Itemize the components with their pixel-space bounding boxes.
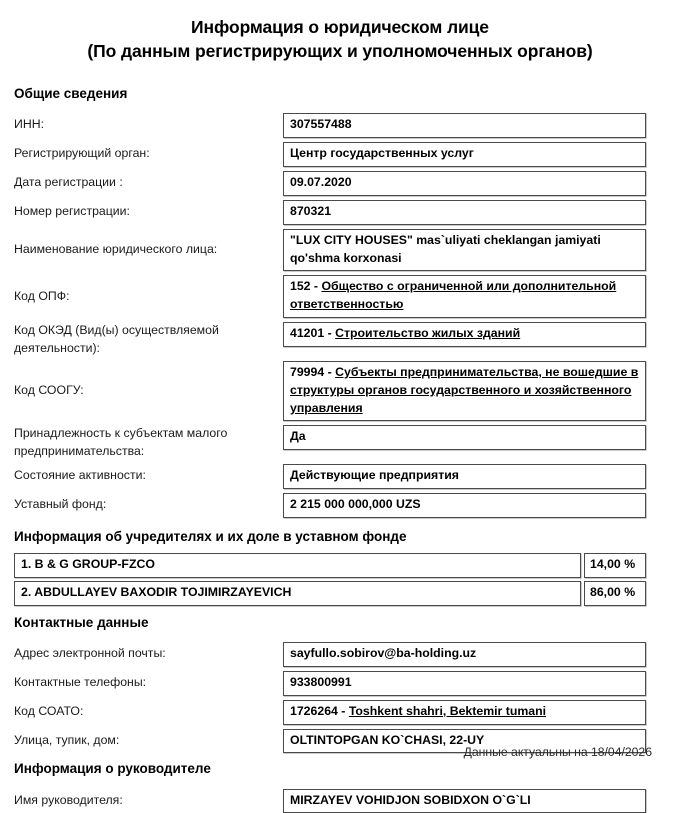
label-entity-name: Наименование юридического лица: xyxy=(14,242,218,257)
soogu-code-description-link[interactable]: Субъекты предпринимательства, не вошедшие в структуры органов государственного и хозяйственного управления xyxy=(290,364,639,415)
contact-fields xyxy=(14,642,666,753)
field-row-phone xyxy=(14,671,646,696)
field-row-entity-name xyxy=(14,229,646,272)
field-row-small-business xyxy=(14,425,646,460)
value-soogu-code xyxy=(283,361,646,421)
founders-table xyxy=(14,553,646,606)
value-soato-code xyxy=(283,700,646,725)
value-registration-date: 09.07.2020 xyxy=(283,171,646,196)
document-title-line-1: Информация о юридическом лице xyxy=(191,17,489,37)
opf-code-number: 152 - xyxy=(290,279,322,294)
label-soato-code: Код СОАТО: xyxy=(14,703,84,718)
label-phone: Контактные телефоны: xyxy=(14,674,147,689)
value-oked-code xyxy=(283,322,646,347)
label-street-address: Улица, тупик, дом: xyxy=(14,732,120,747)
field-row-opf-code xyxy=(14,275,646,318)
value-inn: 307557488 xyxy=(283,113,646,138)
section-heading-contacts: Контактные данные xyxy=(14,614,149,630)
soogu-code-number: 79994 - xyxy=(290,364,336,379)
field-row-registration-date xyxy=(14,171,646,196)
value-registration-number: 870321 xyxy=(283,200,646,225)
field-row-oked-code xyxy=(14,322,646,357)
document-title xyxy=(14,0,666,63)
general-fields xyxy=(14,113,666,518)
field-row-activity-state xyxy=(14,464,646,489)
field-row-charter-fund xyxy=(14,493,646,518)
value-small-business: Да xyxy=(283,425,646,450)
value-street-address: OLTINTOPGAN KO`CHASI, 22-UY xyxy=(283,729,646,754)
label-director-name: Имя руководителя: xyxy=(14,792,123,807)
opf-code-description-link[interactable]: Общество с ограниченной или дополнительной ответственностью xyxy=(290,279,617,312)
label-registration-authority: Регистрирующий орган: xyxy=(14,146,150,161)
founder-share: 14,00 % xyxy=(584,553,646,578)
founder-share: 86,00 % xyxy=(584,581,646,606)
data-currency-note: Данные актуальны на 18/04/2026 xyxy=(463,745,652,759)
founder-name: 2. ABDULLAYEV BAXODIR TOJIMIRZAYEVICH xyxy=(14,581,581,606)
soato-code-description-link[interactable]: Toshkent shahri, Bektemir tumani xyxy=(348,703,547,718)
oked-code-description-link[interactable]: Строительство жилых зданий xyxy=(335,326,521,341)
founder-name: 1. B & G GROUP-FZCO xyxy=(14,553,581,578)
field-row-registration-number xyxy=(14,200,646,225)
value-opf-code xyxy=(283,275,646,318)
value-entity-name: "LUX CITY HOUSES" mas`uliyati cheklangan jamiyati qo'shma korxonasi xyxy=(283,229,646,272)
field-row-inn xyxy=(14,113,646,138)
section-heading-general: Общие сведения xyxy=(14,86,128,102)
field-row-registration-authority xyxy=(14,142,646,167)
label-registration-number: Номер регистрации: xyxy=(14,203,130,218)
soato-code-number: 1726264 - xyxy=(290,703,349,718)
label-activity-state: Состояние активности: xyxy=(14,468,146,483)
label-soogu-code: Код СООГУ: xyxy=(14,383,84,398)
section-heading-founders: Информация об учредителях и их доле в уставном фонде xyxy=(14,529,407,545)
table-row xyxy=(14,553,646,578)
label-small-business: Принадлежность к субъектам малого предпринимательства: xyxy=(14,426,228,458)
table-row xyxy=(14,581,646,606)
value-activity-state: Действующие предприятия xyxy=(283,464,646,489)
field-row-email xyxy=(14,642,646,667)
section-heading-director: Информация о руководителе xyxy=(14,761,211,777)
director-fields xyxy=(14,789,666,813)
value-email: sayfullo.sobirov@ba-holding.uz xyxy=(283,642,646,667)
label-registration-date: Дата регистрации : xyxy=(14,175,123,190)
label-charter-fund: Уставный фонд: xyxy=(14,497,107,512)
label-inn: ИНН: xyxy=(14,117,45,132)
value-director-name: MIRZAYEV VOHIDJON SOBIDXON O`G`LI xyxy=(283,789,646,813)
label-email: Адрес электронной почты: xyxy=(14,646,166,661)
label-opf-code: Код ОПФ: xyxy=(14,289,70,303)
document-title-line-2: (По данным регистрирующих и уполномоченных органов) xyxy=(87,40,593,61)
label-oked-code: Код ОКЭД (Вид(ы) осуществляемой деятельности): xyxy=(14,323,219,355)
value-registration-authority: Центр государственных услуг xyxy=(283,142,646,167)
value-phone: 933800991 xyxy=(283,671,646,696)
field-row-soato-code xyxy=(14,700,646,725)
field-row-soogu-code xyxy=(14,361,646,421)
field-row-director-name xyxy=(14,789,646,813)
oked-code-number: 41201 - xyxy=(290,326,336,341)
value-charter-fund: 2 215 000 000,000 UZS xyxy=(283,493,646,518)
